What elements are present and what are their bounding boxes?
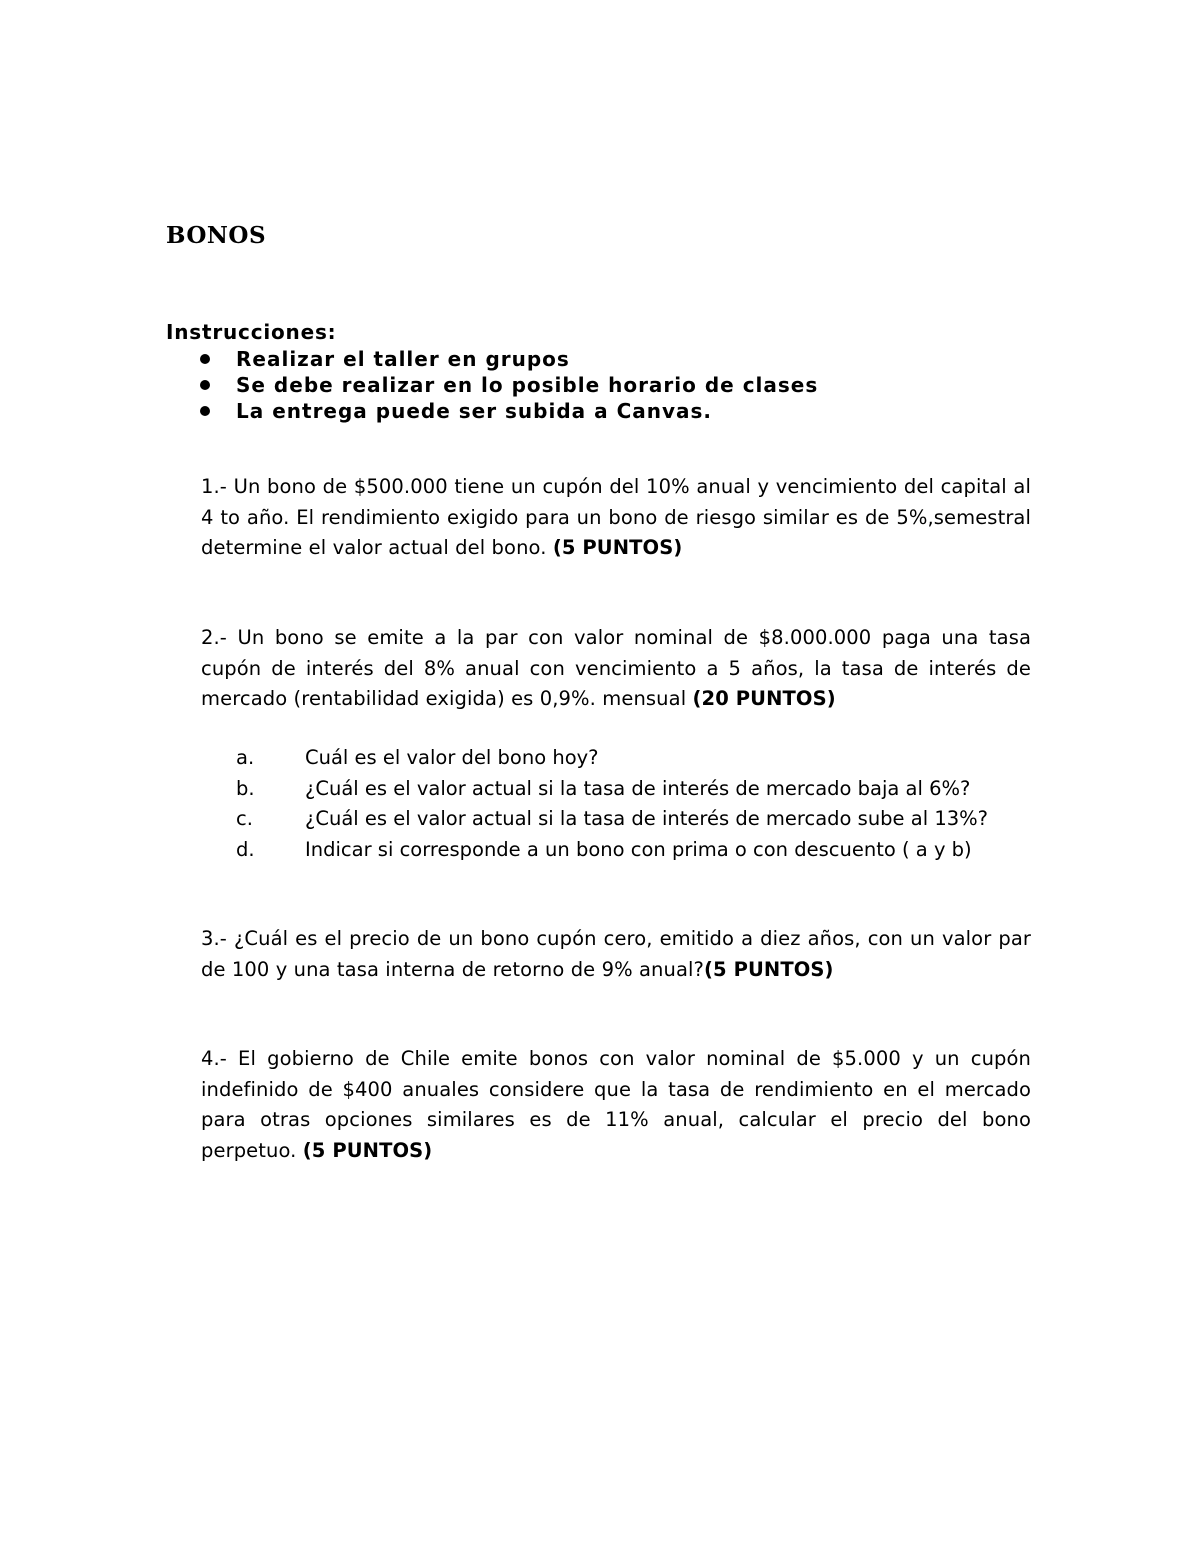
question-2-subitems: [236, 743, 988, 865]
subitem: [236, 743, 988, 774]
question-text: 4.- El gobierno de Chile emite bonos con valor nominal de $5.000 y un cupón indefinido de $400 anuales considere que la tasa de rendimiento en el mercado para otras opciones similares es de 11% anual, calcular el precio del bono perpetuo.: [201, 1047, 1031, 1162]
question-3: [201, 924, 1031, 985]
subitem-text: ¿Cuál es el valor actual si la tasa de interés de mercado sube al 13%?: [305, 807, 989, 830]
subitem: [236, 835, 988, 866]
bullet-icon: [200, 354, 210, 364]
subitem-letter: b.: [236, 776, 255, 800]
subitem: [236, 804, 988, 835]
subitem-text: Indicar si corresponde a un bono con prima o con descuento ( a y b): [305, 837, 972, 861]
question-2: [201, 623, 1031, 715]
instruction-item: [200, 398, 818, 424]
bullet-icon: [200, 380, 210, 390]
subitem: [236, 774, 988, 805]
instruction-text: Se debe realizar en lo posible horario de clases: [236, 373, 819, 397]
bullet-icon: [200, 406, 210, 416]
subitem-text: Cuál es el valor del bono hoy?: [305, 746, 599, 769]
subitem-letter: a.: [236, 746, 255, 769]
instruction-text: Realizar el taller en grupos: [236, 347, 570, 371]
subitem-letter: c.: [236, 807, 253, 830]
instructions-list: [200, 346, 818, 424]
question-text: 3.- ¿Cuál es el precio de un bono cupón cero, emitido a diez años, con un valor par de 100 y una tasa interna de retorno de 9% anual?: [201, 927, 1031, 981]
question-points: (5 PUNTOS): [552, 536, 683, 559]
instructions-label: Instrucciones:: [166, 320, 337, 344]
question-4: [201, 1044, 1031, 1166]
question-1: [201, 472, 1031, 564]
question-points: (5 PUNTOS): [704, 957, 834, 981]
subitem-text: ¿Cuál es el valor actual si la tasa de interés de mercado baja al 6%?: [305, 776, 971, 800]
instruction-text: La entrega puede ser subida a Canvas.: [236, 399, 713, 423]
question-text: 2.- Un bono se emite a la par con valor nominal de $8.000.000 paga una tasa cupón de interés del 8% anual con vencimiento a 5 años, la tasa de interés de mercado (rentabilidad exigida) es 0,9%. mensual: [201, 626, 1031, 710]
instruction-item: [200, 346, 818, 372]
question-text: 1.- Un bono de $500.000 tiene un cupón del 10% anual y vencimiento del capital al 4 to año. El rendimiento exigido para un bono de riesgo similar es de 5%,semestral determine el valor actual del bono.: [201, 475, 1031, 559]
question-points: (5 PUNTOS): [302, 1138, 433, 1162]
instruction-item: [200, 372, 818, 398]
subitem-letter: d.: [236, 837, 255, 861]
document-title: BONOS: [166, 222, 267, 249]
question-points: (20 PUNTOS): [692, 687, 836, 710]
